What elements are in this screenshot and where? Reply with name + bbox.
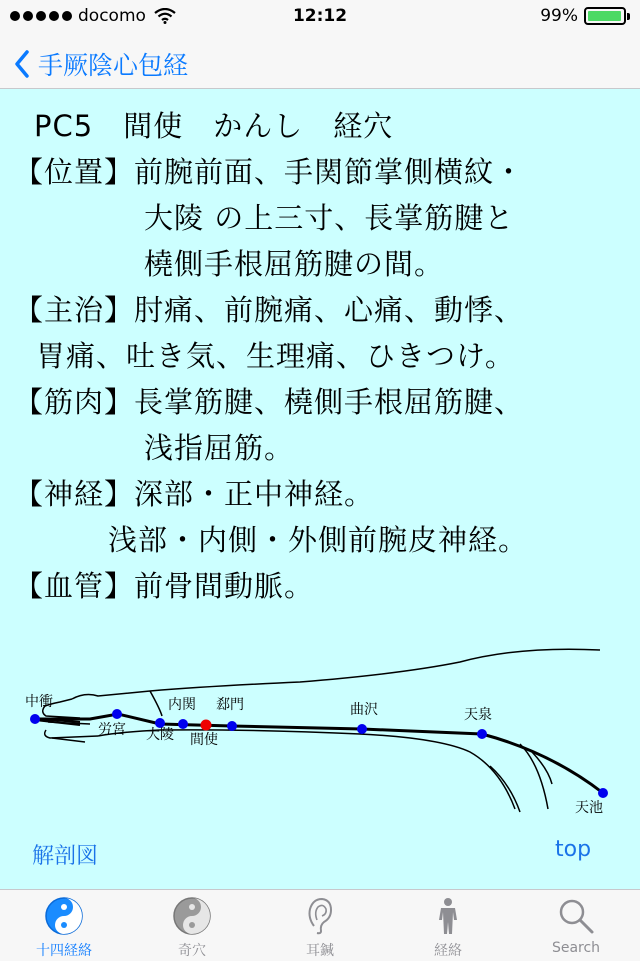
back-button-label: 手厥陰心包経: [38, 51, 189, 80]
point-marker: [112, 709, 122, 719]
yin-yang-gray-icon: [172, 896, 212, 936]
point-label: 曲沢: [350, 702, 378, 718]
status-right: [540, 6, 626, 26]
vessels-line: 【血管】前骨間動脈。: [14, 569, 315, 603]
tab-search[interactable]: [512, 890, 640, 961]
point-label: 天泉: [464, 707, 492, 723]
point-label: 天池: [575, 800, 603, 814]
carrier-name: docomo: [78, 6, 146, 26]
back-button[interactable]: [14, 46, 188, 82]
battery-icon: [584, 7, 626, 25]
point-marker: [178, 719, 188, 729]
point-marker: [357, 724, 367, 734]
point-label: 郄門: [216, 697, 244, 713]
tab-label: 耳鍼: [306, 943, 334, 959]
muscles-line-1: 【筋肉】長掌筋腱、橈側手根屈筋腱、: [14, 385, 525, 419]
search-icon: [556, 896, 596, 936]
nerves-line-2: 浅部・内側・外側前腕皮神経。: [108, 523, 529, 557]
point-label: 大陵: [146, 727, 174, 743]
battery-percent: 99%: [540, 6, 578, 26]
point-label: 内関: [168, 697, 196, 713]
top-link[interactable]: top: [555, 837, 592, 862]
ear-icon: [300, 896, 340, 936]
point-tenchi: [575, 788, 608, 814]
body-figure-icon: [428, 896, 468, 936]
acupoint-detail: [0, 89, 640, 889]
point-marker: [477, 729, 487, 739]
tab-label: 奇穴: [178, 943, 206, 959]
position-line-3: 橈側手根屈筋腱の間。: [144, 247, 445, 281]
point-label: 中衝: [25, 694, 53, 710]
position-line-2: 大陵 の上三寸、長掌筋腱と: [144, 201, 515, 235]
point-marker: [201, 720, 212, 731]
yin-yang-icon: [44, 896, 84, 936]
nerves-line-1: 【神経】深部・正中神経。: [14, 477, 375, 511]
status-bar: [0, 0, 640, 40]
tab-label: 十四経絡: [36, 943, 92, 959]
navigation-bar: [0, 40, 640, 89]
point-marker: [30, 714, 40, 724]
tab-fourteen-meridians[interactable]: [0, 890, 128, 961]
tab-label: Search: [551, 940, 601, 956]
indications-line-1: 【主治】肘痛、前腕痛、心痛、動悸、: [14, 293, 525, 327]
point-label: 間使: [190, 732, 218, 748]
tab-bar: [0, 889, 640, 961]
tab-extra-points[interactable]: [128, 890, 256, 961]
chevron-left-icon: [14, 50, 30, 78]
point-marker: [598, 788, 608, 798]
point-roukyuu: [98, 709, 126, 738]
point-marker: [227, 721, 237, 731]
arm-outline: [43, 649, 600, 812]
position-line-1: 【位置】前腕前面、手関節掌側横紋・: [14, 155, 525, 189]
status-time: 12:12: [292, 6, 348, 26]
tab-meridians[interactable]: [384, 890, 512, 961]
acupoint-heading: PC5 間使 かんし 経穴: [34, 109, 394, 143]
tab-label: 経絡: [434, 943, 462, 959]
acupoint-text: [14, 103, 630, 609]
anatomy-link[interactable]: 解剖図: [32, 844, 99, 869]
muscles-line-2: 浅指屈筋。: [144, 431, 295, 465]
indications-line-2: 胃痛、吐き気、生理痛、ひきつけ。: [36, 339, 515, 373]
tab-ear-acupuncture[interactable]: [256, 890, 384, 961]
meridian-arm-diagram: [0, 634, 640, 814]
point-label: 労宮: [98, 722, 126, 738]
